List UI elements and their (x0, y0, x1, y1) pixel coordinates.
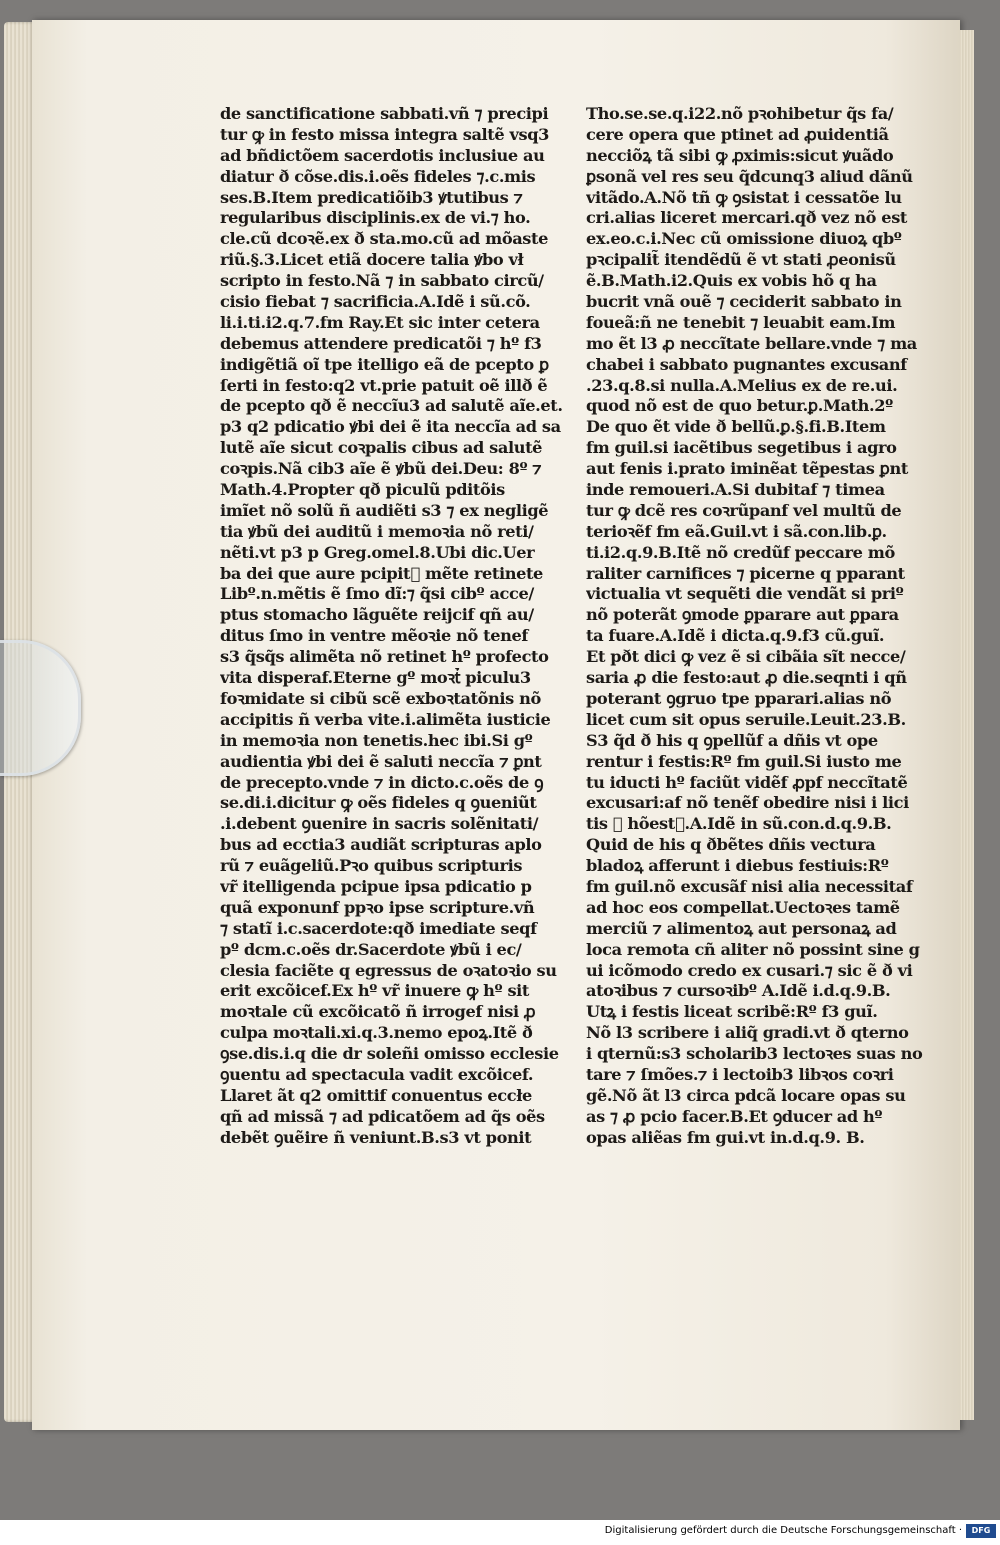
text-line: tu iducti hº faciũt vidẽf ꝓpf neccĩtatẽ (586, 772, 908, 792)
text-line: ẽ.B.Math.i2.Quis ex vobis hõ q ha (586, 271, 877, 291)
text-line: ſerti in festo:q2 vt.prie patuit oẽ illð ẽ (220, 375, 548, 395)
text-line: foꝛmidate si cibũ scẽ exboꝛtatõnis nõ (220, 688, 541, 708)
text-line: Llaret ãt q2 omittif conuentus eccłe (220, 1085, 532, 1105)
text-line: diatur ð cõse.dis.i.oẽs fideles ⁊.c.mis (220, 166, 536, 186)
text-line: .23.q.8.si nulla.A.Melius ex de re.ui. (586, 375, 898, 395)
text-line: regularibus disciplinis.ex de vi.⁊ ho. (220, 208, 531, 228)
text-line: vr̃ itelligenda pcipue ipsa pdicatio p (220, 876, 532, 896)
text-line: bus ad ecctia3 audiãt scripturas aplo (220, 835, 542, 855)
text-line: tare ⁊ ſmões.⁊ i lectoib3 libꝛos coꝛri (586, 1064, 894, 1084)
text-line: quod nõ est de quo betur.ꝑ.Math.2º (586, 396, 893, 416)
text-line: inde remoueri.A.Si dubitaf ⁊ timea (586, 480, 885, 500)
text-line: gẽ.Nõ ãt l3 circa pdcã locare opas su (586, 1085, 906, 1105)
text-line: cle.cũ dcoꝛẽ.ex ð sta.mo.cũ ad mõaste (220, 229, 548, 249)
text-line: imĩet nõ solũ ñ audiẽti s3 ⁊ ex negligẽ (220, 500, 549, 520)
text-line: cisio fiebat ⁊ sacrificia.A.Idẽ i sũ.cõ. (220, 292, 531, 312)
footer-credit: Digitalisierung gefördert durch die Deutsche Forschungsgemeinschaft · (604, 1525, 962, 1536)
footer-bar (0, 1520, 1000, 1545)
text-line: pꝛcipalit̃ itendẽdũ ẽ vt stati ꝓeonisũ (586, 250, 896, 270)
text-line: merciũ ⁊ alimentoꝝ aut personaꝝ ad (586, 918, 897, 938)
text-line: ditus ſmo in ventre mẽoꝛie nõ tenef (220, 626, 528, 646)
text-line: Math.4.Propter qð piculũ pditõis (220, 480, 505, 500)
text-line: chabei i sabbato pugnantes excusanf (586, 354, 907, 374)
text-line: ses.B.Item predicatiõib3 ꝟtutibus ⁊ (220, 187, 523, 207)
text-line: de precepto.vnde ⁊ in dicto.c.oẽs de ꝯ (220, 772, 544, 792)
text-line: ex.eo.c.i.Nec cũ omissione diuoꝝ qbº (586, 229, 902, 249)
text-line: in memoꝛia non tenetis.hec ibi.Si gº (220, 730, 533, 750)
text-line: coꝛpis.Nã cib3 aĩe ẽ ꝟbũ dei.Deu: 8º ⁊ (220, 459, 542, 479)
text-line: rũ ⁊ euãgeliũ.Pꝛo quibus scripturis (220, 856, 523, 876)
text-line: licet cum sit opus seruile.Leuit.23.B. (586, 709, 906, 729)
text-line: ad hoc eos compellat.Uectoꝛes tamẽ (586, 897, 900, 917)
text-line: necciõꝝ tã sibi ꝙ ꝓximis:sicut ꝟuãdo (586, 145, 894, 165)
text-line: debemus attendere predicatõi ⁊ hº f3 (220, 333, 542, 353)
text-line: lutẽ aĩe sicut coꝛpalis cibus ad salutẽ (220, 438, 543, 458)
text-line: fm guil.si iacẽtibus segetibus i agro (586, 438, 897, 458)
text-line: nẽti.vt p3 p Greg.omel.8.Ubi dic.Uer (220, 542, 535, 562)
text-column-right (586, 104, 932, 1149)
text-line: vita disperaf.Eterne gº moꝛt᷒ piculu3 (220, 668, 531, 688)
text-line: rentur i festis:Rº fm guil.Si iusto me (586, 751, 902, 771)
text-line: Quid de his q ðbẽtes dñis vectura (586, 835, 876, 855)
text-line: se.di.i.dicitur ꝙ oẽs fideles q ꝯueniũt (220, 793, 537, 813)
text-line: s3 q̃sq̃s alimẽta nõ retinet hº profecto (220, 647, 549, 667)
text-line: de sanctificatione sabbati.vñ ⁊ precipi (220, 104, 549, 123)
text-line: erit excõicef.Ex hº vr̃ inuere ꝙ hº sit (220, 981, 529, 1001)
text-line: S3 q̃d ð his q ꝯpellũf a dñis vt ope (586, 730, 878, 750)
text-line: De quo ẽt vide ð bellũ.ꝑ.§.fi.B.Item (586, 417, 886, 437)
text-line: atoꝛibus ⁊ cursoꝛibº A.Idẽ i.d.q.9.B. (586, 981, 891, 1001)
text-line: ⁊ statĩ i.c.sacerdote:qð imediate seqf (220, 918, 537, 938)
text-line: terioꝛẽf fm eã.Guil.vt i sã.con.lib.ꝑ. (586, 521, 887, 541)
text-line: raliter carnifices ⁊ picerne q pparant (586, 563, 905, 583)
text-line: loca remota cñ aliter nõ possint sine g (586, 939, 920, 959)
text-line: culpa moꝛtali.xi.q.3.nemo epoꝝ.Itẽ ð (220, 1023, 533, 1043)
text-line: tur ꝙ in festo missa integra saltẽ vsq3 (220, 124, 550, 144)
text-line: ptus stomacho lãguẽte reijcif qñ au/ (220, 605, 534, 625)
text-line: bucrit vnã ouẽ ⁊ ceciderit sabbato in (586, 292, 902, 312)
text-line: tia ꝟbũ dei auditũ i memoꝛia nõ reti/ (220, 521, 534, 541)
text-line: as ⁊ ꝓ pcio facer.B.Et ꝯducer ad hº (586, 1106, 883, 1126)
text-line: Libº.n.mẽtis ẽ ſmo dĩ:⁊ q̃si cibº acce/ (220, 584, 534, 604)
text-line: aut fenis i.prato iminẽat tẽpestas ꝑnt (586, 459, 908, 479)
text-line: indigẽtiã oĩ tpe itelligo eã de pcepto ꝑ (220, 354, 549, 374)
text-line: poterant ꝯgruo tpe pparari.alias nõ (586, 688, 892, 708)
text-line: vitãdo.A.Nõ tñ ꝙ ꝯsistat i cessatõe lu (586, 187, 902, 207)
text-line: ad bñdictõem sacerdotis inclusiue au (220, 145, 545, 165)
text-line: ta fuare.A.Idẽ i dicta.q.9.f3 cũ.guĩ. (586, 626, 885, 646)
text-line: ti.i2.q.9.B.Itẽ nõ credũf peccare mõ (586, 542, 895, 562)
text-line: foueã:ñ ne tenebit ⁊ leuabit eam.Im (586, 312, 896, 332)
text-line: quã exponunf ppꝛo ipse scripture.vñ (220, 897, 535, 917)
text-line: moꝛtale cũ excõicatõ ñ irrogef nisi ꝓ (220, 1002, 536, 1022)
text-line: li.i.ti.i2.q.7.fm Ray.Et sic inter cetera (220, 312, 540, 332)
text-line: ba dei que aure pcipit᷒ mẽte retinete (220, 563, 543, 583)
text-column-left (220, 104, 566, 1149)
text-line: de pcepto qð ẽ neccĩu3 ad salutẽ aĩe.et. (220, 396, 563, 416)
text-line: saria ꝓ die festo:aut ꝓ die.seqnti i qñ (586, 668, 907, 688)
text-line: ꝯuentu ad spectacula vadit excõicef. (220, 1064, 534, 1084)
dfg-logo: DFG (966, 1524, 996, 1538)
text-line: pº dcm.c.oẽs dr.Sacerdote ꝟbũ i ec/ (220, 939, 522, 959)
text-line: fm guil.nõ excusãf nisi alia necessitaf (586, 876, 913, 896)
text-line: ui icõmodo credo ex cusari.⁊ sic ẽ ð vi (586, 960, 913, 980)
text-line: ꝑsonã vel res seu q̃dcunq3 aliud dãnũ (586, 166, 913, 186)
text-line: .i.debent ꝯuenire in sacris solẽnitati/ (220, 814, 539, 834)
text-line: mo ẽt l3 ꝓ neccĩtate bellare.vnde ⁊ ma (586, 333, 917, 353)
text-line: ꝯse.dis.i.q die dr soleñi omisso ecclesie (220, 1044, 559, 1064)
text-line: Utꝝ i festis liceat scribẽ:Rº f3 guĩ. (586, 1002, 878, 1022)
text-line: excusari:af nõ tenẽf obedire nisi i lici (586, 793, 909, 813)
text-line: audientia ꝟbi dei ẽ saluti neccĩa ⁊ ꝑnt (220, 751, 542, 771)
text-line: clesia faciẽte q egressus de oꝛatoꝛio su (220, 960, 557, 980)
text-line: cere opera que ptinet ad ꝓuidentiã (586, 124, 889, 144)
text-line: Nõ l3 scribere i aliq̃ gradi.vt ð qterno (586, 1023, 909, 1043)
text-line: cri.alias liceret mercari.qð vez nõ est (586, 208, 907, 228)
text-line: opas aliẽas fm gui.vt in.d.q.9. B. (586, 1127, 865, 1147)
text-line: Et pðt dici ꝙ vez ẽ si cibãia sĩt necce/ (586, 647, 906, 667)
text-line: tur ꝙ dcẽ res coꝛrũpanf vel multũ de (586, 500, 902, 520)
page-edge-right (960, 30, 974, 1420)
text-line: accipitis ñ verba vite.i.alimẽta iusticie (220, 709, 551, 729)
text-line: p3 q2 pdicatio ꝟbi dei ẽ ita neccĩa ad sa (220, 417, 561, 437)
text-line: qñ ad missã ⁊ ad pdicatõem ad q̃s oẽs (220, 1106, 545, 1126)
text-line: debẽt ꝯuẽire ñ veniunt.B.s3 vt ponit (220, 1127, 532, 1147)
text-line: i qternũ:s3 scholarib3 lectoꝛes suas no (586, 1044, 923, 1064)
text-line: tis ⁊ hõest᷒.A.Idẽ in sũ.con.d.q.9.B. (586, 814, 892, 834)
text-line: bladoꝝ afferunt i diebus festiuis:Rº (586, 856, 889, 876)
text-line: riũ.§.3.Licet etiã docere talia ꝟbo vł (220, 250, 524, 270)
text-line: Tho.se.se.q.i22.nõ pꝛohibetur q̃s fa/ (586, 104, 894, 123)
text-line: scripto in festo.Nã ⁊ in sabbato circũ/ (220, 271, 544, 291)
text-line: nõ poterãt ꝯmode ꝑparare aut ꝑpara (586, 605, 899, 625)
text-line: victualia vt sequẽti die vendãt si priº (586, 584, 904, 604)
